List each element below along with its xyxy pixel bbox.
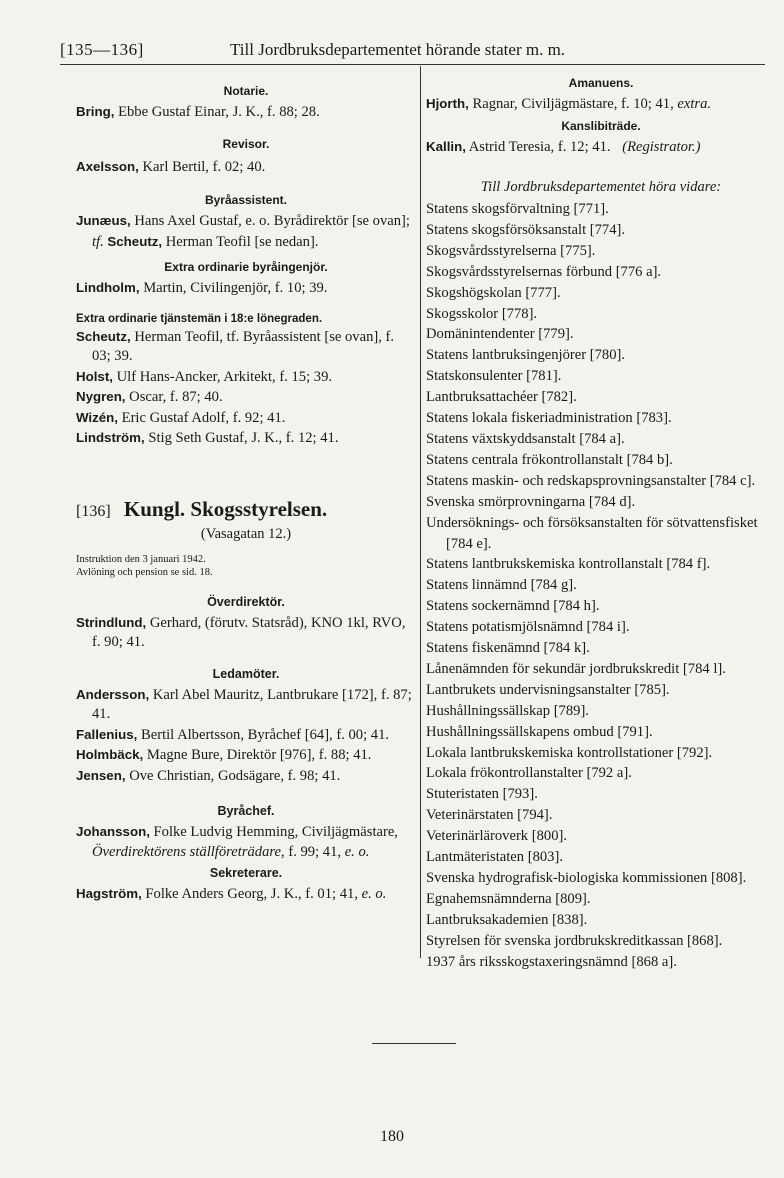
person-details: Stig Seth Gustaf, J. K., f. 12; 41. xyxy=(148,430,339,446)
list-item: Lånenämnden för sekundär jordbrukskredit [784 l]. xyxy=(426,660,726,677)
list-item: Lantmäteristaten [803]. xyxy=(426,849,563,866)
column-divider xyxy=(420,66,421,958)
list-item: Styrelsen för svenska jordbrukskreditkassan [868]. xyxy=(426,932,723,949)
entry-overdirektor xyxy=(76,613,416,653)
person-details: Bertil Albertsson, Byråchef [64], f. 00; 41. xyxy=(141,726,390,743)
footer-rule xyxy=(372,1043,456,1044)
person-details: Herman Teofil [se nedan]. xyxy=(165,233,319,250)
list-item: Lokala frökontrollanstalter [792 a]. xyxy=(426,765,632,782)
extra-tjanstemän-list xyxy=(76,327,416,449)
entry-byraassistent xyxy=(76,211,416,252)
person-name: Holmbäck, xyxy=(76,747,144,762)
list-item xyxy=(76,327,416,367)
right-column xyxy=(426,76,776,973)
extra-note: extra. xyxy=(677,96,712,112)
person-name: Scheutz, xyxy=(76,328,131,344)
entry-notarie xyxy=(76,102,416,123)
heading-extra-tjanstemän: Extra ordinarie tjänstemän i 18:e lönegraden. xyxy=(76,312,323,325)
list-item: Egnahemsnämnderna [809]. xyxy=(426,890,591,907)
person-name: Axelsson, xyxy=(76,158,139,174)
entry-sekreterare xyxy=(76,884,416,905)
page-number: 180 xyxy=(380,1128,404,1145)
list-item: Statens skogsförvaltning [771]. xyxy=(426,201,609,217)
list-item: Stuteristaten [793]. xyxy=(426,786,538,803)
list-item: Statens maskin- och redskapsprovningsanstalter [784 c]. xyxy=(426,472,756,489)
role-note: (Registrator.) xyxy=(622,138,701,155)
list-item xyxy=(76,408,416,429)
list-item: Statens potatismjölsnämnd [784 i]. xyxy=(426,619,630,636)
heading-extra-byraingenjor: Extra ordinarie byråingenjör. xyxy=(164,260,328,274)
list-item: Skogsskolor [778]. xyxy=(426,305,538,322)
list-item xyxy=(76,428,416,449)
person-details: Ove Christian, Godsägare, f. 98; 41. xyxy=(129,767,341,784)
list-item: Statens lantbruksingenjörer [780]. xyxy=(426,347,625,364)
list-item: Statens fiskenämnd [784 k]. xyxy=(426,640,590,657)
list-item: Hushållningssällskapens ombud [791]. xyxy=(426,723,653,740)
section-note-instruktion: Instruktion den 3 januari 1942. xyxy=(76,553,206,565)
list-item: Statens linnämnd [784 g]. xyxy=(426,577,577,594)
list-item: Statens sockernämnd [784 h]. xyxy=(426,598,600,615)
section-address: (Vasagatan 12.) xyxy=(200,525,292,542)
agency-list xyxy=(426,199,776,973)
entry-kanslibitrade xyxy=(426,137,776,158)
heading-sekreterare: Sekreterare. xyxy=(209,866,283,880)
person-details: Karl Bertil, f. 02; 40. xyxy=(142,158,266,175)
list-item xyxy=(76,725,416,746)
entry-byrachef xyxy=(76,822,416,862)
person-details: Martin, Civilingenjör, f. 10; 39. xyxy=(143,280,328,296)
person-name: Junæus, xyxy=(76,213,131,228)
section-name: Kungl. Skogsstyrelsen. xyxy=(123,496,328,521)
heading-revisor: Revisor. xyxy=(222,136,270,151)
list-item xyxy=(76,367,416,388)
person-name: Lindholm, xyxy=(76,280,140,295)
list-item: 1937 års riksskogstaxeringsnämnd [868 a]. xyxy=(426,953,677,970)
person-details: Hans Axel Gustaf, e. o. Byrådirektör [se ovan]; xyxy=(134,213,410,229)
list-item: Statens lokala fiskeriadministration [783]. xyxy=(426,410,672,427)
heading-overdirektor: Överdirektör. xyxy=(207,594,285,609)
person-name: Jensen, xyxy=(76,767,126,783)
person-details: Eric Gustaf Adolf, f. 92; 41. xyxy=(121,409,286,426)
eo-abbrev: e. o. xyxy=(344,843,370,860)
person-details: Oscar, f. 87; 40. xyxy=(129,389,223,405)
list-item: Lokala lantbrukskemiska kontrollstationer [792]. xyxy=(426,744,713,761)
person-name: Scheutz, xyxy=(107,233,163,249)
person-details: Herman Teofil, tf. Byråassistent [se ovan], f. 03; 39. xyxy=(92,328,395,364)
person-details: Astrid Teresia, f. 12; 41. xyxy=(468,138,611,155)
list-item: Lantbrukets undervisningsanstalter [785]. xyxy=(426,681,670,698)
left-column xyxy=(76,76,416,905)
person-name: Nygren, xyxy=(76,389,126,404)
person-name: Bring, xyxy=(76,104,115,119)
person-details: Ebbe Gustaf Einar, J. K., f. 88; 28. xyxy=(118,104,320,120)
list-item: Lantbruksattachéer [782]. xyxy=(426,389,577,406)
person-name: Lindström, xyxy=(76,430,145,445)
heading-notarie: Notarie. xyxy=(223,84,269,98)
person-name: Hjorth, xyxy=(426,96,469,111)
list-item: Statens växtskyddsanstalt [784 a]. xyxy=(426,430,625,447)
person-details: Folke Anders Georg, J. K., f. 01; 41, xyxy=(145,886,358,902)
header-page-range: [135—136] xyxy=(60,40,144,59)
list-item: Svenska smörprovningarna [784 d]. xyxy=(426,493,636,510)
list-item: Hushållningssällskap [789]. xyxy=(426,702,589,719)
section-number: [136] xyxy=(76,502,111,520)
person-details: Gerhard, (förutv. Statsråd), KNO 1kl, RVO, f. 90; 41. xyxy=(92,614,406,650)
entry-extra-byraingenjor xyxy=(76,278,416,299)
person-details: f. 99; 41, xyxy=(288,843,342,860)
eo-abbrev: e. o. xyxy=(361,886,387,902)
list-item xyxy=(76,745,416,766)
list-item xyxy=(76,766,416,787)
person-details: Magne Bure, Direktör [976], f. 88; 41. xyxy=(146,747,372,763)
list-item: Skogshögskolan [777]. xyxy=(426,284,561,301)
list-heading: Till Jordbruksdepartementet höra vidare: xyxy=(480,179,722,195)
heading-amanuens: Amanuens. xyxy=(568,76,634,90)
list-item: Svenska hydrografisk-biologiska kommissionen [808]. xyxy=(426,870,747,886)
list-item: Skogsvårdsstyrelserna [775]. xyxy=(426,242,596,259)
list-item: Undersöknings- och försöksanstalten för sötvattensfisket [784 e]. xyxy=(426,514,758,552)
person-name: Holst, xyxy=(76,368,113,384)
list-item: Skogsvårdsstyrelsernas förbund [776 a]. xyxy=(426,263,662,280)
tf-abbrev: tf. xyxy=(92,233,104,250)
heading-byraassistent: Byråassistent. xyxy=(204,193,288,207)
list-item: Lantbruksakademien [838]. xyxy=(426,911,588,928)
list-item: Domänintendenter [779]. xyxy=(426,326,574,343)
list-item: Statens lantbrukskemiska kontrollanstalt [784 f]. xyxy=(426,556,711,573)
person-details: Ulf Hans-Ancker, Arkitekt, f. 15; 39. xyxy=(116,368,333,385)
person-name: Johansson, xyxy=(76,824,150,839)
header-title: Till Jordbruksdepartementet hörande stater m. m. xyxy=(230,40,566,59)
ledamoter-list xyxy=(76,685,416,787)
list-item: Statens skogsförsöksanstalt [774]. xyxy=(426,221,626,238)
person-name: Hagström, xyxy=(76,886,142,901)
section-note-avloning: Avlöning och pension se sid. 18. xyxy=(76,566,213,578)
role-note: Överdirektörens ställföreträdare, xyxy=(92,843,285,860)
person-details: Ragnar, Civiljägmästare, f. 10; 41, xyxy=(472,96,674,112)
list-item: Veterinärläroverk [800]. xyxy=(426,828,568,845)
person-details: Karl Abel Mauritz, Lantbrukare [172], f. 87; 41. xyxy=(92,686,412,722)
person-name: Fallenius, xyxy=(76,726,138,742)
list-item: Veterinärstaten [794]. xyxy=(426,807,553,824)
list-item xyxy=(76,387,416,408)
heading-kanslibitrade: Kanslibiträde. xyxy=(561,118,641,133)
person-name: Andersson, xyxy=(76,686,150,702)
person-name: Strindlund, xyxy=(76,614,147,630)
section-title xyxy=(76,497,416,522)
header-rule xyxy=(60,64,765,65)
heading-byrachef: Byråchef. xyxy=(217,804,275,818)
running-header xyxy=(60,40,760,60)
person-details: Folke Ludvig Hemming, Civiljägmästare, xyxy=(153,824,398,840)
entry-amanuens xyxy=(426,94,776,115)
heading-ledamoter: Ledamöter. xyxy=(212,666,280,681)
entry-revisor xyxy=(76,157,416,178)
list-item xyxy=(76,685,416,725)
person-name: Kallin, xyxy=(426,138,466,154)
list-item: Statens centrala frökontrollanstalt [784 b]. xyxy=(426,451,673,468)
list-item: Statskonsulenter [781]. xyxy=(426,368,562,385)
person-name: Wizén, xyxy=(76,409,118,425)
